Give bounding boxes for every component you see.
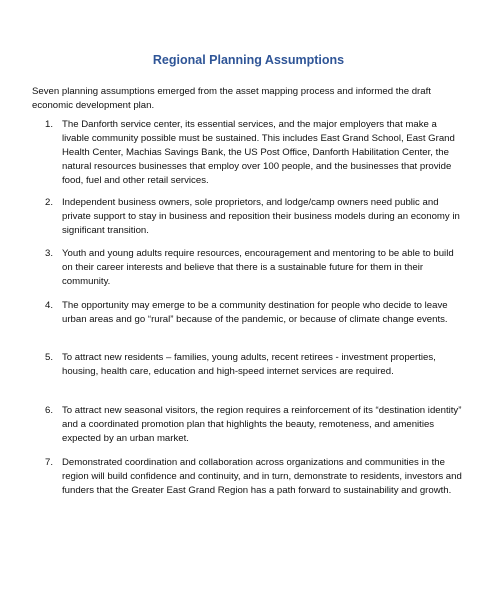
list-item-number: 3. [45, 248, 54, 259]
page-title: Regional Planning Assumptions [152, 53, 345, 67]
list-item-number: 1. [45, 119, 54, 130]
list-item-text: Demonstrated coordination and collaboration across organizations and communities in the region will build confidence and continuity, and in turn, demonstrate to residents, investors and funders that the Greater East Grand Region has a path forward to sustainability and growth. [62, 457, 462, 496]
list-item-text: The Danforth service center, its essential services, and the major employers that make a livable community possible must be sustained. This includes East Grand School, East Grand Health Center, Machias Savings Bank, the US Post Office, Danforth Habilitation Center, the natural resources businesses that employ over 100 people, and the businesses that provide food, fuel and other retail services. [62, 119, 455, 186]
list-item-number: 4. [45, 300, 54, 311]
list-item-number: 2. [45, 197, 54, 208]
list-item-text: Independent business owners, sole proprietors, and lodge/camp owners need public and private support to stay in business and reposition their business models during an economy in significant transition. [62, 197, 460, 236]
list-item-number: 7. [45, 457, 54, 468]
list-item-text: To attract new seasonal visitors, the region requires a reinforcement of its “destination identity” and a coordinated promotion plan that highlights the beauty, remoteness, and amenities expected by an urban market. [62, 405, 462, 444]
list-item-number: 6. [45, 405, 54, 416]
list-item-text: The opportunity may emerge to be a community destination for people who decide to leave urban areas and go “rural” because of the pandemic, or because of climate change events. [62, 300, 448, 325]
list-item-text: Youth and young adults require resources, encouragement and mentoring to be able to build on their career interests and believe that there is a sustainable future for them in their community. [62, 248, 454, 287]
list-item-number: 5. [45, 352, 54, 363]
list-item-text: To attract new residents – families, young adults, recent retirees - investment properties, housing, health care, education and high-speed internet services are required. [62, 352, 436, 377]
intro-paragraph: Seven planning assumptions emerged from the asset mapping process and informed the draft economic development plan. [32, 86, 431, 111]
